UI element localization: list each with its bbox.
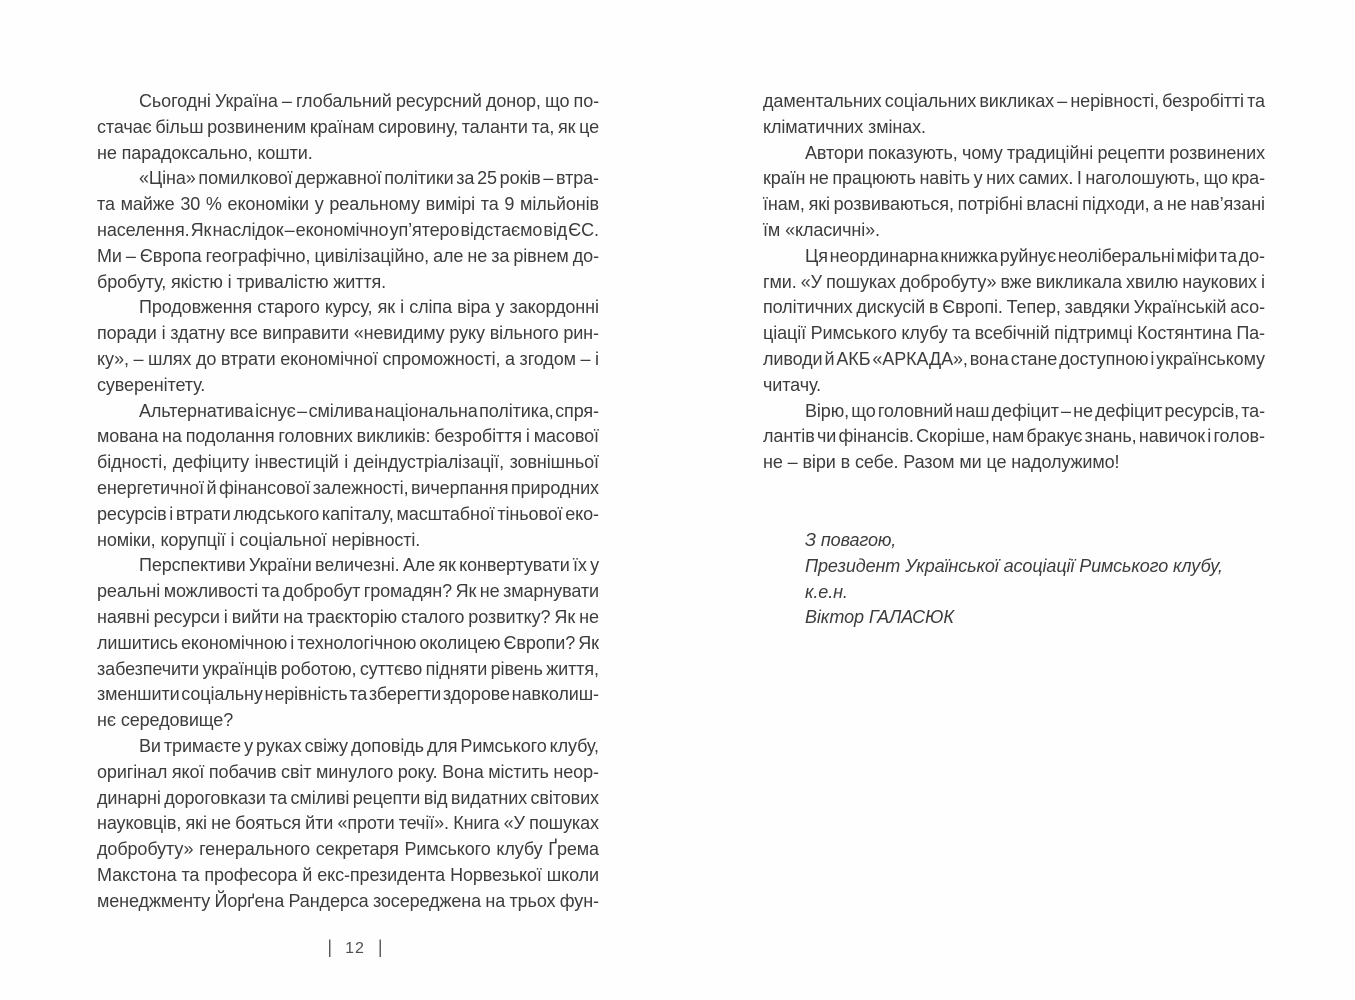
text-line: Ви тримаєте у руках свіжу доповідь для Римського клубу, — [139, 735, 599, 756]
paragraph — [763, 244, 1265, 399]
text-line: не – віри в себе. Разом ми це надолужимо! — [763, 452, 1120, 473]
text-line: к.е.н. — [805, 581, 848, 602]
text-line: Автори показують, чому традиційні рецепти розвинених — [805, 142, 1265, 163]
text-line: не парадоксально, кошти. — [97, 142, 313, 163]
paragraph — [97, 399, 599, 554]
text-line: Сьогодні Україна – глобальний ресурсний донор, що по- — [139, 91, 599, 111]
text-line: Перспективи України величезні. Але як конвертувати їх у — [139, 555, 599, 576]
text-line: бідності, дефіциту інвестицій і деіндустріалізації, зовнішньої — [97, 452, 599, 473]
text-line: ку», – шлях до втрати економічної спроможності, а згодом – і — [97, 348, 599, 369]
text-line: гми. «У пошуках добробуту» вже викликала хвилю наукових і — [763, 271, 1265, 292]
text-line: добробуту» генерального секретаря Римського клубу Ґрема — [97, 839, 599, 860]
text-line: їм «класичні». — [763, 219, 880, 240]
text-line: суверенітету. — [97, 374, 206, 395]
text-line: енергетичної й фінансової залежності, вичерпання природних — [97, 477, 599, 498]
text-line: Віктор ГАЛАСЮК — [805, 607, 954, 628]
text-line: політичних дискусій в Європі. Тепер, завдяки Українській асо- — [763, 297, 1265, 318]
text-line: лишитись економічною і технологічною околицею Європи? Як — [97, 632, 599, 653]
text-line: динарні дороговкази та сміливі рецепти від видатних світових — [97, 787, 599, 808]
paragraph — [97, 295, 599, 398]
paragraph — [97, 166, 599, 295]
text-line: Ми – Європа географічно, цивілізаційно, але не за рівнем до- — [97, 245, 599, 266]
folio-bar-left: | — [327, 937, 333, 957]
text-line: Президент Української асоціації Римського клубу, — [805, 555, 1223, 576]
text-line: реальні можливості та добробут громадян? Як не змарнувати — [97, 581, 599, 602]
text-line: оригінал якої побачив світ минулого року. Вона містить неор- — [97, 761, 599, 782]
text-line: Альтернатива існує – смілива національна політика, спря- — [139, 400, 599, 421]
paragraph — [97, 89, 599, 166]
text-line: населення. Як наслідок – економічно уп’ятеро відстаємо від ЄС. — [97, 219, 599, 240]
paragraph — [763, 89, 1265, 141]
right-column — [763, 89, 1265, 631]
text-line: менеджменту Йорґена Рандерса зосереджена на трьох фун- — [97, 890, 599, 911]
text-line: кліматичних змінах. — [763, 116, 926, 137]
text-line: З повагою, — [805, 529, 897, 550]
text-line: читачу. — [763, 374, 821, 395]
text-line: та майже 30 % економіки у реальному вимірі та 9 мільйонів — [97, 194, 599, 215]
text-line: лантів чи фінансів. Скоріше, нам бракує знань, навичок і голов- — [763, 426, 1265, 447]
text-line: даментальних соціальних викликах – нерівності, безробітті та — [763, 91, 1265, 111]
page-number: 12 — [345, 940, 365, 957]
text-line: ливоди й АКБ «АРКАДА», вона стане доступною і українському — [763, 348, 1265, 369]
page-footer — [97, 934, 613, 960]
text-line: науковців, які не бояться йти «проти течії». Книга «У пошуках — [97, 813, 599, 834]
text-line: забезпечити українців роботою, суттєво підняти рівень життя, — [97, 658, 599, 679]
text-line: Ця неординарна книжка руйнує неоліберальні міфи та до- — [805, 245, 1265, 266]
text-line: поради і здатну все виправити «невидиму руку вільного рин- — [97, 323, 599, 344]
text-line: ціації Римського клубу та всебічній підтримці Костянтина Па- — [763, 323, 1265, 344]
text-line: бробуту, якістю і тривалістю життя. — [97, 271, 387, 292]
text-line: зменшити соціальну нерівність та зберегти здорове навколиш- — [97, 684, 599, 705]
left-column — [97, 89, 599, 915]
text-line: країн не працюють навіть у них самих. І наголошують, що кра- — [763, 168, 1265, 189]
text-line: Макстона та професора й екс-президента Норвезької школи — [97, 864, 599, 885]
paragraph — [97, 553, 599, 734]
folio-bar-right: | — [377, 937, 383, 957]
text-line: «Ціна» помилкової державної політики за 25 років – втра- — [139, 168, 599, 189]
text-line: Вірю, що головний наш дефіцит – не дефіцит ресурсів, та- — [805, 400, 1265, 421]
paragraph — [763, 141, 1265, 244]
text-line: мована на подолання головних викликів: безробіття і масової — [97, 426, 599, 447]
paragraph — [97, 734, 599, 915]
text-line: наявні ресурси і вийти на траєкторію сталого розвитку? Як не — [97, 606, 599, 627]
text-line: Продовження старого курсу, як і сліпа віра у закордонні — [139, 297, 599, 318]
text-line: нє середовище? — [97, 710, 234, 731]
text-line: їнам, які розвиваються, потрібні власні підходи, а не нав’язані — [763, 194, 1265, 215]
signature-block — [763, 528, 1265, 631]
text-line: стачає більш розвиненим країнам сировину, таланти та, як це — [97, 116, 599, 137]
text-line: ресурсів і втрати людського капіталу, масштабної тіньової еко- — [97, 503, 599, 524]
text-line: номіки, корупції і соціальної нерівності. — [97, 529, 421, 550]
paragraph — [763, 399, 1265, 476]
